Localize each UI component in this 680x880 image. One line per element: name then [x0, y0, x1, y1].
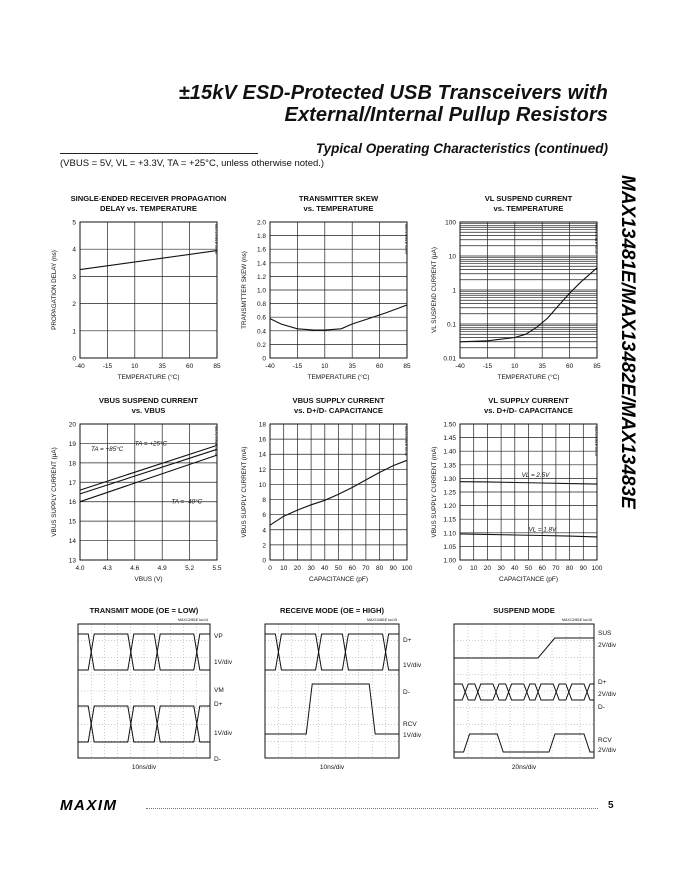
y-tick-label: 18: [68, 460, 76, 468]
x-tick-label: 60: [538, 565, 546, 572]
x-tick-label: -15: [102, 363, 113, 370]
figure-id-code: MAX13481E toc09: [404, 224, 408, 254]
y-tick-label: 1.8: [256, 233, 266, 241]
x-tick-label: 60: [375, 363, 384, 370]
scope-channel-label: 1V/div: [403, 662, 422, 669]
x-tick-label: 4.6: [130, 565, 140, 572]
y-tick-label: 1.40: [443, 448, 456, 456]
scope-title: TRANSMIT MODE (OE = LOW): [89, 606, 199, 615]
y-tick-label: 1.25: [443, 489, 456, 497]
x-tick-label: 60: [565, 363, 574, 370]
scope-channel-label: VM: [214, 687, 224, 694]
y-tick-label: 14: [68, 538, 76, 546]
x-tick-label: 30: [307, 565, 315, 572]
scope-channel-label: 2V/div: [598, 747, 617, 754]
section-title: Typical Operating Characteristics (continued): [315, 141, 608, 156]
x-tick-label: 10: [470, 565, 478, 572]
y-tick-label: 1.30: [443, 475, 456, 483]
scope-channel-label: D+: [214, 701, 223, 708]
x-tick-label: 80: [565, 565, 574, 572]
scope-channel-label: 1V/div: [214, 659, 233, 666]
scope-channel-label: RCV: [403, 721, 417, 728]
series-annotation: TA = -40°C: [171, 498, 203, 506]
x-tick-label: 35: [158, 363, 166, 370]
y-tick-label: 1: [72, 328, 76, 336]
x-tick-label: 85: [403, 363, 411, 370]
chart-transmitter-skew: [230, 190, 420, 390]
y-tick-label: 2.0: [256, 219, 266, 227]
x-tick-label: 40: [511, 565, 519, 572]
y-tick-label: 1.2: [256, 273, 266, 281]
x-tick-label: 35: [538, 363, 546, 370]
scope-channel-label: D+: [403, 637, 412, 644]
y-tick-label: 1.00: [443, 557, 456, 565]
chart-title: vs. D+/D- CAPACITANCE: [484, 406, 573, 415]
x-tick-label: 5.5: [212, 565, 222, 572]
x-tick-label: 10: [280, 565, 288, 572]
title-line-1: ±15kV ESD-Protected USB Transceivers with: [178, 82, 608, 104]
y-tick-label: 0.01: [443, 355, 456, 363]
chart-title: VL SUPPLY CURRENT: [488, 396, 569, 405]
scope-time-scale: 10ns/div: [131, 764, 157, 771]
scope-channel-label: SUS: [598, 630, 612, 637]
x-tick-label: 85: [593, 363, 601, 370]
scope-channel-label: VP: [214, 633, 223, 640]
figure-id-code: MAX13481E toc08: [214, 224, 218, 254]
y-axis-label: VBUS SUPPLY CURRENT (mA): [241, 446, 248, 538]
x-axis-label: TEMPERATURE (°C): [497, 374, 560, 381]
y-tick-label: 0: [72, 355, 76, 363]
series-line: [460, 268, 597, 342]
maxim-logo-text: MAXIM: [60, 797, 118, 813]
x-tick-label: -40: [75, 363, 85, 370]
section-rule: [60, 153, 258, 154]
series-line: [80, 251, 217, 270]
y-tick-label: 20: [68, 421, 76, 429]
y-tick-label: 2: [262, 542, 266, 550]
x-tick-label: -15: [482, 363, 493, 370]
y-tick-label: 1.50: [443, 421, 456, 429]
x-tick-label: 5.2: [185, 565, 195, 572]
series-annotation: TA = +25°C: [134, 440, 168, 448]
y-tick-label: 5: [72, 219, 76, 227]
x-axis-label: TEMPERATURE (°C): [117, 374, 180, 381]
figure-id-code: MAX13481E toc15: [367, 618, 397, 622]
y-tick-label: 1.15: [443, 516, 456, 524]
title-line-2: External/Internal Pullup Resistors: [284, 104, 608, 126]
x-tick-label: 4.9: [157, 565, 167, 572]
figure-id-code: MAX13481E toc10: [594, 224, 598, 254]
y-tick-label: 0.8: [256, 301, 266, 309]
figure-id-code: MAX13481E toc13: [594, 426, 598, 456]
series-annotation: VL = 1.8V: [528, 526, 557, 534]
x-tick-label: 10: [511, 363, 519, 370]
side-part-number-text: MAX13481E/MAX13482E/MAX13483E: [617, 175, 638, 509]
trace-dplus: [454, 684, 594, 700]
y-tick-label: 4: [262, 527, 266, 535]
trace-dminus: [454, 684, 594, 700]
test-conditions: (VBUS = 5V, VL = +3.3V, TA = +25°C, unless otherwise noted.): [60, 158, 325, 169]
chart-vl-supply-current: [420, 392, 610, 592]
scope-channel-label: 1V/div: [214, 730, 233, 737]
scope-suspend-mode: [450, 602, 640, 777]
y-tick-label: 1: [452, 287, 456, 295]
x-tick-label: 30: [497, 565, 505, 572]
y-tick-label: 0.2: [256, 341, 266, 349]
chart-title: VL SUSPEND CURRENT: [484, 194, 573, 203]
scope-receive-mode: [255, 602, 445, 777]
x-tick-label: 40: [321, 565, 329, 572]
scope-channel-label: RCV: [598, 737, 612, 744]
x-tick-label: 10: [321, 363, 329, 370]
x-tick-label: -15: [292, 363, 303, 370]
scope-title: RECEIVE MODE (OE = HIGH): [279, 606, 385, 615]
scope-channel-label: D-: [214, 756, 221, 763]
y-tick-label: 15: [68, 518, 76, 526]
chart-vbus-suspend-current: [40, 392, 230, 592]
x-tick-label: 90: [579, 565, 587, 572]
x-tick-label: 100: [401, 565, 413, 572]
y-tick-label: 10: [448, 253, 456, 261]
x-axis-label: VBUS (V): [134, 576, 163, 583]
y-tick-label: 8: [262, 497, 266, 505]
scope-channel-label: 1V/div: [403, 732, 422, 739]
y-tick-label: 100: [445, 219, 456, 227]
series-annotation: VL = 2.5V: [521, 472, 550, 480]
scope-time-scale: 10ns/div: [319, 764, 345, 771]
y-tick-label: 12: [258, 466, 266, 474]
y-tick-label: 18: [258, 421, 266, 429]
y-tick-label: 1.4: [256, 260, 266, 268]
chart-title: DELAY vs. TEMPERATURE: [100, 204, 197, 213]
y-tick-label: 1.0: [256, 287, 266, 295]
figure-id-code: MAX13481E toc11: [214, 426, 218, 456]
scope-channel-label: D+: [598, 679, 607, 686]
x-tick-label: 60: [185, 363, 194, 370]
chart-title: vs. D+/D- CAPACITANCE: [294, 406, 383, 415]
y-tick-label: 1.45: [443, 435, 456, 443]
footer-rule: [146, 808, 598, 809]
y-tick-label: 19: [68, 440, 76, 448]
y-tick-label: 6: [262, 512, 266, 520]
y-tick-label: 0.4: [256, 328, 266, 336]
y-tick-label: 1.05: [443, 543, 456, 551]
x-axis-label: CAPACITANCE (pF): [309, 576, 368, 583]
x-tick-label: 90: [389, 565, 397, 572]
y-tick-label: 16: [68, 499, 76, 507]
plot-frame: [80, 222, 217, 358]
x-tick-label: -40: [265, 363, 275, 370]
x-tick-label: 60: [348, 565, 356, 572]
series-line: [80, 449, 217, 494]
chart-propagation-delay: [40, 190, 230, 390]
chart-title: SINGLE-ENDED RECEIVER PROPAGATION: [70, 194, 227, 203]
x-tick-label: -40: [455, 363, 465, 370]
y-axis-label: VL SUSPEND CURRENT (µA): [431, 247, 438, 333]
scope-time-scale: 20ns/div: [511, 764, 537, 771]
y-tick-label: 0.6: [256, 314, 266, 322]
page-number: 5: [608, 800, 614, 811]
x-tick-label: 0: [458, 565, 462, 572]
figure-id-code: MAX13481E toc12: [404, 426, 408, 456]
y-tick-label: 17: [68, 479, 76, 487]
scope-channel-label: D-: [598, 704, 605, 711]
chart-vl-suspend-current: [420, 190, 610, 390]
y-axis-label: VBUS SUPPLY CURRENT (µA): [51, 447, 58, 537]
scope-channel-label: 2V/div: [598, 642, 617, 649]
x-tick-label: 20: [293, 565, 302, 572]
scope-channel-label: 2V/div: [598, 691, 617, 698]
x-axis-label: CAPACITANCE (pF): [499, 576, 558, 583]
y-tick-label: 0: [262, 557, 266, 565]
scope-title: SUSPEND MODE: [493, 606, 555, 615]
chart-title: vs. TEMPERATURE: [493, 204, 564, 213]
y-tick-label: 10: [258, 481, 266, 489]
chart-title: TRANSMITTER SKEW: [298, 194, 379, 203]
x-tick-label: 0: [268, 565, 272, 572]
x-tick-label: 50: [524, 565, 533, 572]
chart-title: VBUS SUPPLY CURRENT: [292, 396, 385, 405]
x-tick-label: 100: [591, 565, 603, 572]
x-tick-label: 4.3: [102, 565, 112, 572]
y-tick-label: 3: [72, 273, 76, 281]
x-tick-label: 85: [213, 363, 221, 370]
series-line: [80, 455, 217, 502]
y-tick-label: 13: [68, 557, 76, 565]
x-tick-label: 35: [348, 363, 356, 370]
scope-transmit-mode: [60, 602, 250, 777]
x-axis-label: TEMPERATURE (°C): [307, 374, 370, 381]
y-axis-label: PROPAGATION DELAY (ns): [51, 250, 58, 330]
x-tick-label: 70: [552, 565, 560, 572]
figure-id-code: MAX13481E toc14: [178, 618, 208, 622]
x-tick-label: 70: [362, 565, 370, 572]
y-tick-label: 1.35: [443, 462, 456, 470]
maxim-logo: [60, 797, 140, 813]
chart-title: VBUS SUSPEND CURRENT: [98, 396, 199, 405]
y-tick-label: 1.6: [256, 246, 266, 254]
series-annotation: TA = +85°C: [90, 446, 124, 454]
x-tick-label: 4.0: [75, 565, 85, 572]
y-tick-label: 4: [72, 246, 76, 254]
x-tick-label: 50: [334, 565, 343, 572]
y-tick-label: 1.10: [443, 530, 456, 538]
x-tick-label: 20: [483, 565, 492, 572]
y-tick-label: 2: [72, 301, 76, 309]
y-tick-label: 16: [258, 436, 266, 444]
y-axis-label: VBUS SUPPLY CURRENT (mA): [431, 446, 438, 538]
y-tick-label: 1.20: [443, 503, 456, 511]
x-tick-label: 80: [375, 565, 384, 572]
y-axis-label: TRANSMITTER SKEW (ns): [241, 251, 248, 329]
y-tick-label: 14: [258, 451, 266, 459]
chart-title: vs. VBUS: [131, 406, 166, 415]
y-tick-label: 0: [262, 355, 266, 363]
y-tick-label: 0.1: [446, 321, 456, 329]
scope-channel-label: D-: [403, 689, 410, 696]
x-tick-label: 10: [131, 363, 139, 370]
trace-rcv: [454, 734, 594, 752]
chart-vbus-supply-current: [230, 392, 420, 592]
figure-id-code: MAX13481E toc16: [562, 618, 592, 622]
chart-title: vs. TEMPERATURE: [303, 204, 374, 213]
